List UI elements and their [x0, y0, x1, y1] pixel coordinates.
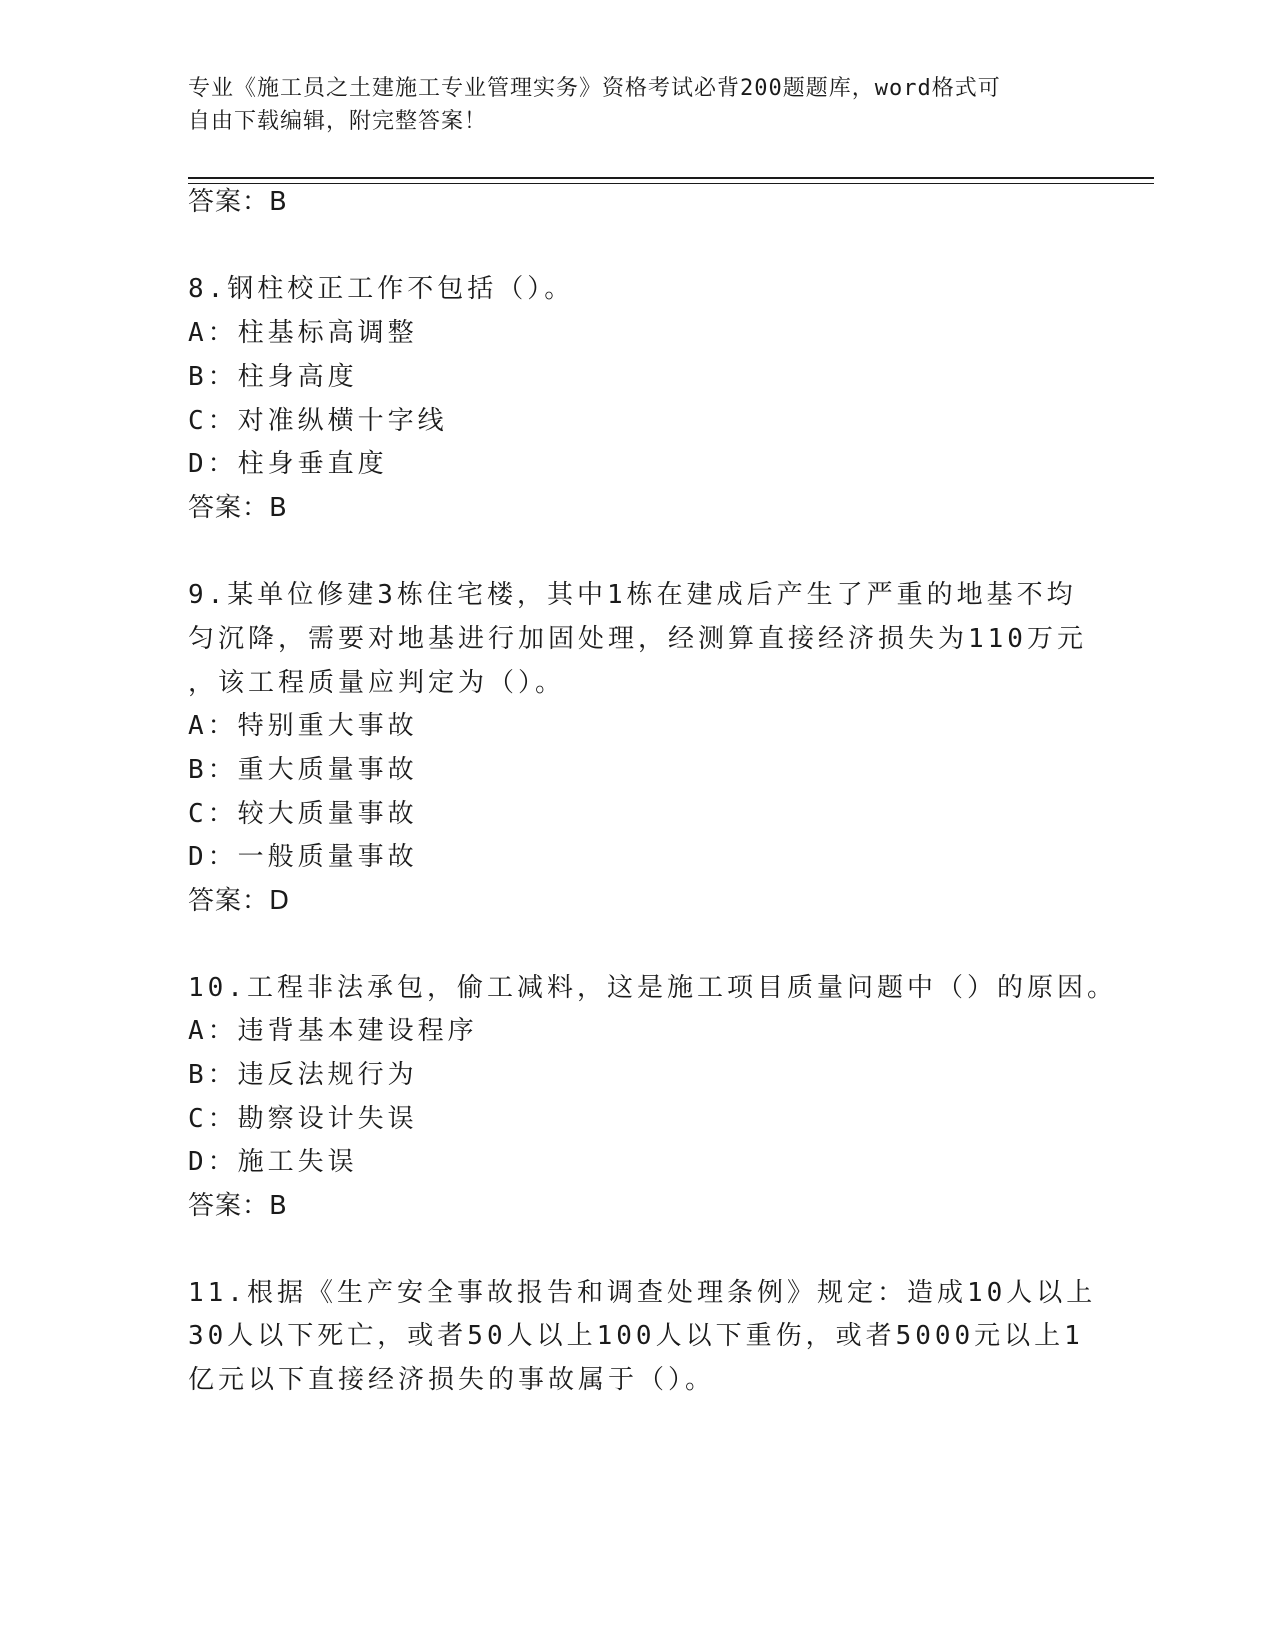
q9-option-c: C：较大质量事故: [188, 799, 418, 829]
header-line-2: 自由下载编辑，附完整答案！: [188, 109, 488, 134]
document-header: [188, 72, 1068, 138]
q9-stem-line-3: ，该工程质量应判定为（）。: [188, 668, 566, 698]
q10-option-a: A：违背基本建设程序: [188, 1016, 478, 1046]
q10-stem: 10.工程非法承包，偷工减料，这是施工项目质量问题中（）的原因。: [188, 973, 1117, 1003]
q10-option-c: C：勘察设计失误: [188, 1104, 418, 1134]
header-line-1: 专业《施工员之土建施工专业管理实务》资格考试必背200题题库，word格式可: [188, 76, 1001, 101]
q10-answer: 答案：B: [188, 1191, 288, 1221]
q8-answer: 答案：B: [188, 493, 288, 523]
q10-option-b: B：违反法规行为: [188, 1060, 418, 1090]
header-divider-thick: [188, 177, 1154, 179]
q10-option-d: D：施工失误: [188, 1147, 358, 1177]
q8-option-d: D：柱身垂直度: [188, 449, 388, 479]
q9-stem-line-1: 9.某单位修建3栋住宅楼，其中1栋在建成后产生了严重的地基不均: [188, 580, 1077, 610]
q9-option-b: B：重大质量事故: [188, 755, 418, 785]
q9-option-a: A：特别重大事故: [188, 711, 418, 741]
q8-option-b: B：柱身高度: [188, 362, 358, 392]
q9-answer: 答案：D: [188, 886, 291, 916]
q8-option-a: A：柱基标高调整: [188, 318, 418, 348]
q9-option-d: D：一般质量事故: [188, 842, 418, 872]
q11-stem-line-1: 11.根据《生产安全事故报告和调查处理条例》规定：造成10人以上: [188, 1278, 1097, 1308]
q9-stem-line-2: 匀沉降，需要对地基进行加固处理，经测算直接经济损失为110万元: [188, 624, 1087, 654]
q8-option-c: C：对准纵横十字线: [188, 406, 448, 436]
header-divider-thin: [188, 183, 1154, 184]
q11-stem-line-3: 亿元以下直接经济损失的事故属于（）。: [188, 1365, 716, 1395]
q8-stem: 8.钢柱校正工作不包括（）。: [188, 274, 575, 304]
answer-prev: 答案：B: [188, 187, 288, 217]
q11-stem-line-2: 30人以下死亡，或者50人以上100人以下重伤，或者5000元以上1: [188, 1321, 1084, 1351]
